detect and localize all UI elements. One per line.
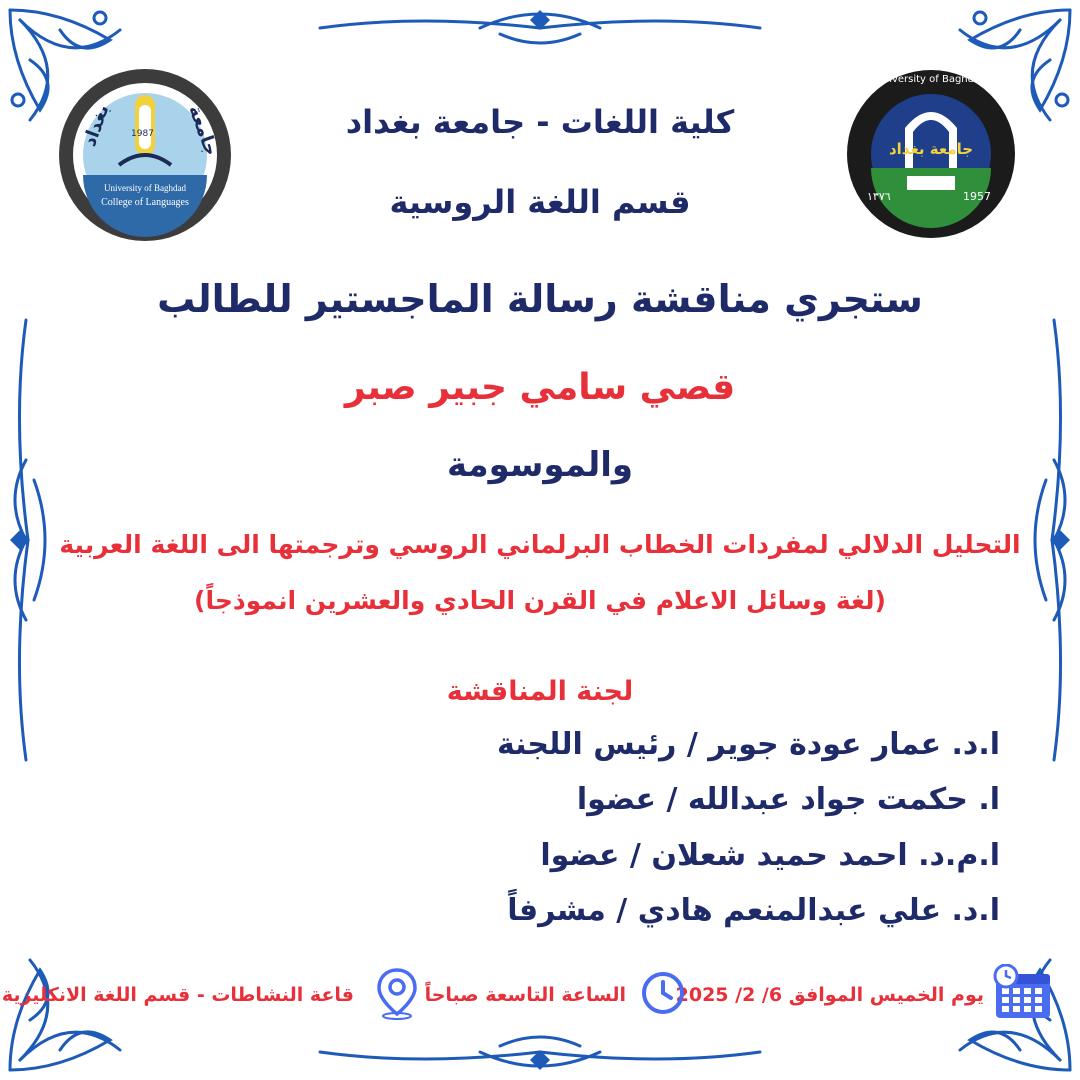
college-line: كلية اللغات - جامعة بغداد (345, 103, 735, 141)
logo-left-english-1: University of Baghdad (104, 183, 186, 193)
committee-member-supervisor: ا.د. علي عبدالمنعم هادي / مشرفاً (507, 893, 1000, 928)
logo-right-english: University of Baghdad (875, 74, 987, 85)
location-pin-icon (374, 966, 420, 1020)
committee-member-chair: ا.د. عمار عودة جوير / رئيس اللجنة (496, 727, 1000, 762)
logo-left-year: 1987 (131, 129, 154, 139)
event-date: يوم الخميس الموافق 6/ 2/ 2025 (675, 984, 984, 1006)
logo-right-year-right: ١٣٧٦ (867, 190, 891, 203)
calendar-icon (992, 964, 1054, 1022)
event-location: قاعة النشاطات - قسم اللغة الانكليزية (1, 984, 354, 1006)
event-time: الساعة التاسعة صباحاً (424, 984, 626, 1006)
logo-left-english-2: College of Languages (101, 197, 189, 208)
titled-label: والموسومة (446, 445, 634, 485)
department-line: قسم اللغة الروسية (389, 183, 691, 221)
committee-member: ا.م.د. احمد حميد شعلان / عضوا (540, 838, 1000, 873)
logo-right-year-left: 1957 (963, 190, 991, 203)
logo-left-arabic-bottom: جامعة (184, 102, 222, 159)
thesis-title-line1: التحليل الدلالي لمفردات الخطاب البرلماني الروسي وترجمتها الى اللغة العربية (59, 530, 1021, 559)
thesis-title-line2: (لغة وسائل الاعلام في القرن الحادي والعشرين انموذجاً) (194, 586, 886, 615)
clock-icon (640, 970, 686, 1016)
logo-right-arabic: جامعة بغداد (888, 140, 974, 158)
student-name: قصي سامي جبير صبر (344, 367, 736, 408)
committee-heading: لجنة المناقشة (446, 676, 634, 707)
announcement: ستجري مناقشة رسالة الماجستير للطالب (157, 277, 923, 321)
logo-left-arabic-top: بغداد (79, 101, 114, 150)
committee-member: ا. حكمت جواد عبدالله / عضوا (576, 782, 1000, 817)
